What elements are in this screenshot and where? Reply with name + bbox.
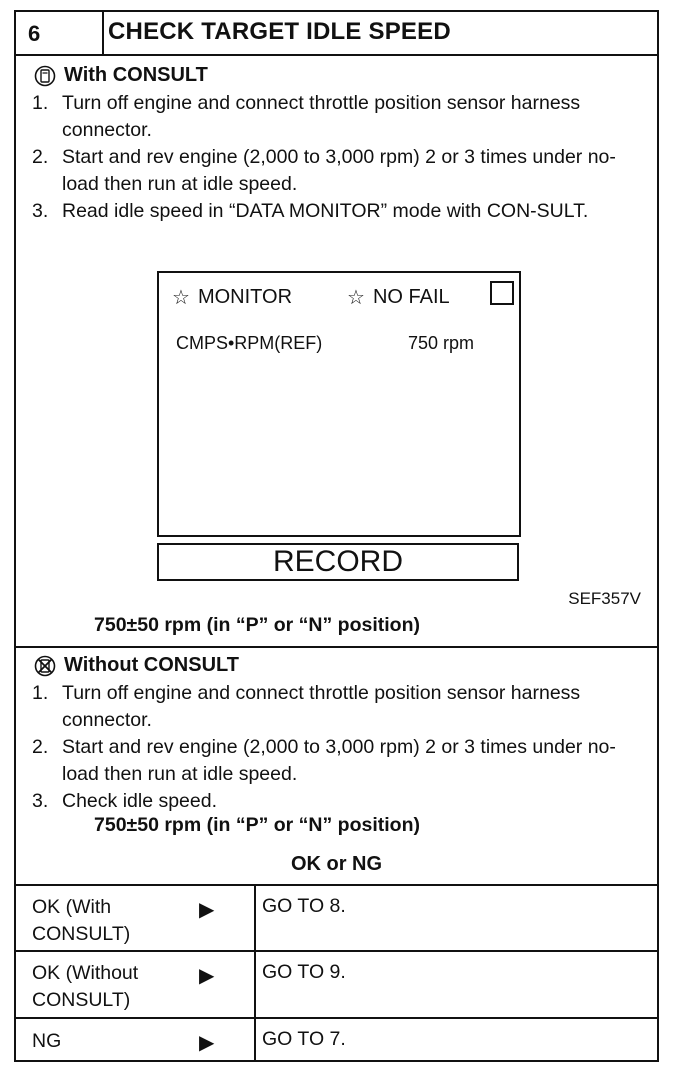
without-consult-heading — [34, 654, 239, 677]
list-item: 3. Check idle speed. — [32, 790, 218, 812]
goto-link[interactable]: GO TO 7. — [262, 1028, 346, 1050]
monitor-item-label: CMPS•RPM(REF) — [176, 333, 323, 353]
list-item: 1. Turn off engine and connect throttle position sensor harness connector. — [32, 682, 581, 731]
list-item: 2. Start and rev engine (2,000 to 3,000 rpm) 2 or 3 times under no-load then run at idle speed. — [32, 146, 616, 195]
without-consult-label: Without CONSULT — [64, 654, 239, 676]
monitor-item-value: 750 rpm — [408, 333, 475, 353]
arrow-icon: ▶ — [199, 1032, 215, 1054]
result-label-ok-with: OK (With CONSULT) — [32, 896, 131, 945]
result-label-ng: NG — [32, 1030, 62, 1052]
figure-id: SEF357V — [568, 589, 641, 608]
result-rule — [16, 884, 657, 886]
result-divider — [254, 884, 256, 1060]
arrow-icon: ▶ — [199, 965, 215, 987]
goto-link[interactable]: GO TO 9. — [262, 961, 346, 983]
without-consult-steps — [32, 680, 652, 815]
with-consult-label: With CONSULT — [64, 64, 208, 86]
consult-monitor-screen — [157, 271, 521, 537]
monitor-header — [172, 285, 292, 310]
with-consult-steps — [32, 90, 652, 225]
procedure-frame — [14, 10, 659, 1062]
header-rule — [16, 54, 657, 56]
monitor-label: MONITOR — [197, 286, 293, 308]
list-item: 1. Turn off engine and connect throttle position sensor harness connector. — [32, 92, 581, 141]
result-row-rule — [16, 950, 657, 952]
no-consult-icon — [34, 655, 56, 677]
header-divider — [102, 12, 104, 54]
step-title: CHECK TARGET IDLE SPEED — [108, 18, 451, 45]
consult-icon — [34, 65, 56, 87]
record-button: RECORD — [157, 543, 519, 581]
step-number: 6 — [28, 21, 41, 46]
without-consult-spec: 750±50 rpm (in “P” or “N” position) — [94, 814, 420, 836]
with-consult-spec: 750±50 rpm (in “P” or “N” position) — [94, 614, 420, 636]
section-rule — [16, 646, 657, 648]
arrow-icon: ▶ — [199, 899, 215, 921]
no-fail-label: NO FAIL — [372, 286, 450, 308]
star-icon: ☆ — [172, 287, 190, 309]
checkbox-icon — [490, 281, 514, 305]
list-item: 2. Start and rev engine (2,000 to 3,000 rpm) 2 or 3 times under no-load then run at idle speed. — [32, 736, 616, 785]
star-icon: ☆ — [347, 287, 365, 309]
goto-link[interactable]: GO TO 8. — [262, 895, 346, 917]
list-item: 3. Read idle speed in “DATA MONITOR” mode with CON-SULT. — [32, 200, 589, 222]
result-prompt: OK or NG — [290, 853, 383, 875]
no-fail-indicator — [347, 285, 450, 310]
result-row-rule — [16, 1017, 657, 1019]
result-label-ok-without: OK (Without CONSULT) — [32, 962, 139, 1011]
with-consult-heading — [34, 64, 208, 87]
